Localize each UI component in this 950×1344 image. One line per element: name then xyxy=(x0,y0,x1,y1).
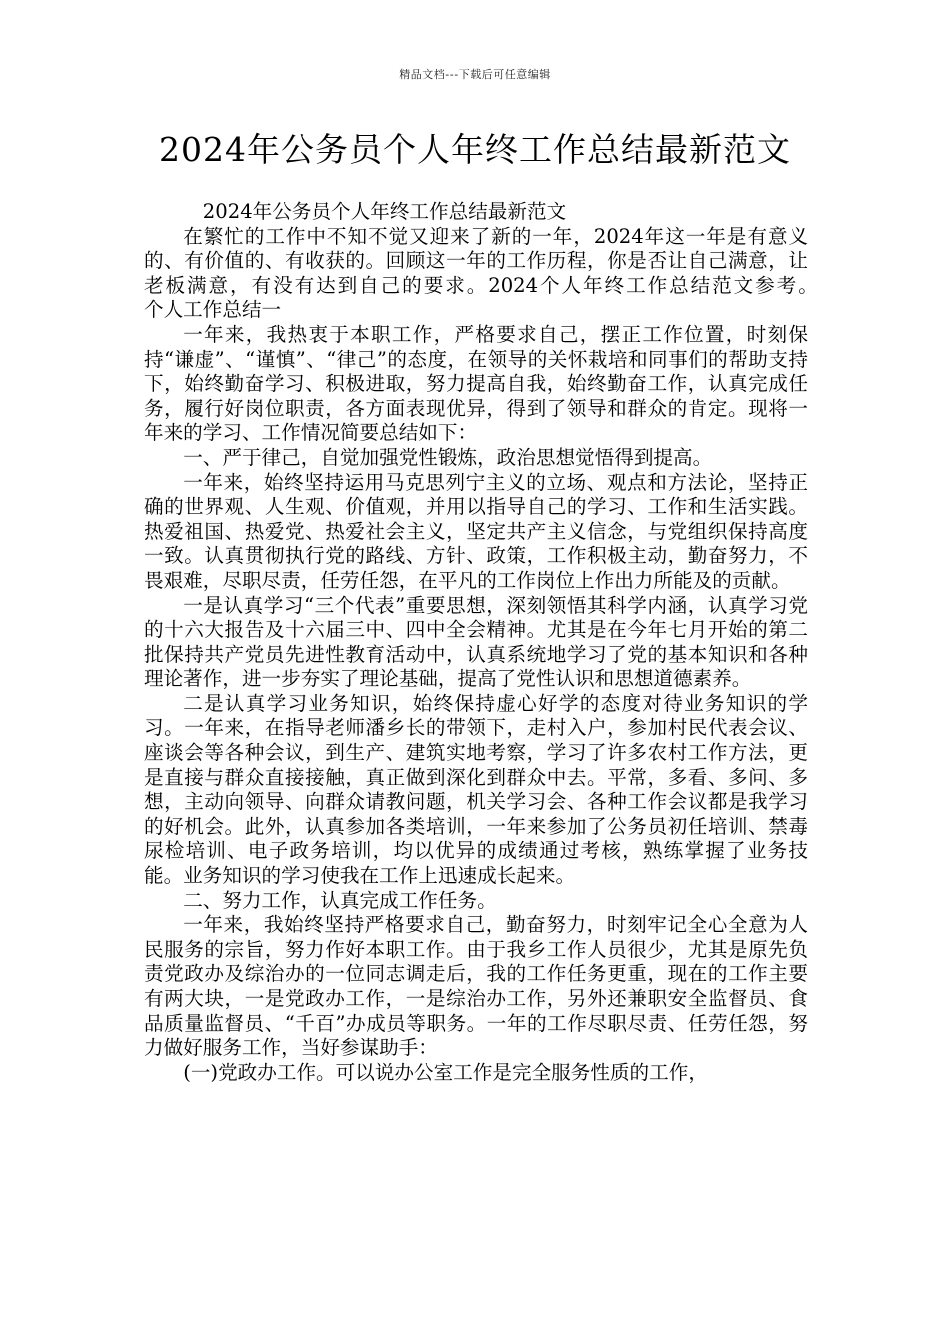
document-body xyxy=(144,200,848,1085)
section-heading: 二、努力工作，认真完成工作任务。 xyxy=(183,888,497,912)
paragraph: 一年来，始终坚持运用马克思列宁主义的立场、观点和方法论，坚持正确的世界观、人生观、价值观，并用以指导自己的学习、工作和生活实践。热爱祖国、热爱党、热爱社会主义，坚定共产主义信念，与党组织保持高度一致。认真贯彻执行党的路线、方针、政策，工作积极主动，勤奋努力，不畏艰难，尽职尽责，任劳任怨，在平凡的工作岗位上作出力所能及的贡献。 xyxy=(144,470,808,592)
paragraph: 在繁忙的工作中不知不觉又迎来了新的一年，2024年这一年是有意义的、有价值的、有收获的。回顾这一年的工作历程，你是否让自己满意，让老板满意，有没有达到自己的要求。2024个人年终工作总结范文参考。 个人工作总结一 xyxy=(144,224,848,322)
paragraph: 一是认真学习“三个代表”重要思想，深刻领悟其科学内涵，认真学习党的十六大报告及十六届三中、四中全会精神。尤其是在今年七月开始的第二批保持共产党员先进性教育活动中，认真系统地学习了党的基本知识和各种理论著作，进一步夯实了理论基础，提高了党性认识和思想道德素养。 xyxy=(144,593,808,691)
paragraph: (一)党政办工作。可以说办公室工作是完全服务性质的工作， xyxy=(183,1060,708,1084)
paragraph: 二是认真学习业务知识，始终保持虚心好学的态度对待业务知识的学习。一年来，在指导老师潘乡长的带领下，走村入户，参加村民代表会议、座谈会等各种会议，到生产、建筑实地考察，学习了许多农村工作方法，更是直接与群众直接接触，真正做到深化到群众中去。平常，多看、多问、多想，主动向领导、向群众请教问题，机关学习会、各种工作会议都是我学习的好机会。此外，认真参加各类培训，一年来参加了公务员初任培训、禁毒尿检培训、电子政务培训，均以优异的成绩通过考核，熟练掌握了业务技能。业务知识的学习使我在工作上迅速成长起来。 xyxy=(144,691,808,888)
paragraph: 一年来，我热衷于本职工作，严格要求自己，摆正工作位置，时刻保持“谦虚”、“谨慎”、“律己”的态度，在领导的关怀栽培和同事们的帮助支持下，始终勤奋学习、积极进取，努力提高自我，始终勤奋工作，认真完成任务，履行好岗位职责，各方面表现优异，得到了领导和群众的肯定。现将一年来的学习、工作情况简要总结如下： xyxy=(144,322,808,445)
paragraph-subtitle: 2024年公务员个人年终工作总结最新范文 xyxy=(202,200,567,223)
paragraph: 一年来，我始终坚持严格要求自己，勤奋努力，时刻牢记全心全意为人民服务的宗旨，努力作好本职工作。由于我乡工作人员很少，尤其是原先负责党政办及综治办的一位同志调走后，我的工作任务更重，现在的工作主要有两大块，一是党政办工作，一是综治办工作，另外还兼职安全监督员、食品质量监督员、“千百”办成员等职务。一年的工作尽职尽责、任劳任怨，努力做好服务工作，当好参谋助手： xyxy=(144,913,808,1060)
section-heading: 一、严于律己，自觉加强党性锻炼，政治思想觉悟得到提高。 xyxy=(183,445,713,469)
document-title: 2024年公务员个人年终工作总结最新范文 xyxy=(159,130,791,169)
page-header-note: 精品文档---下载后可任意编辑 xyxy=(399,68,551,81)
